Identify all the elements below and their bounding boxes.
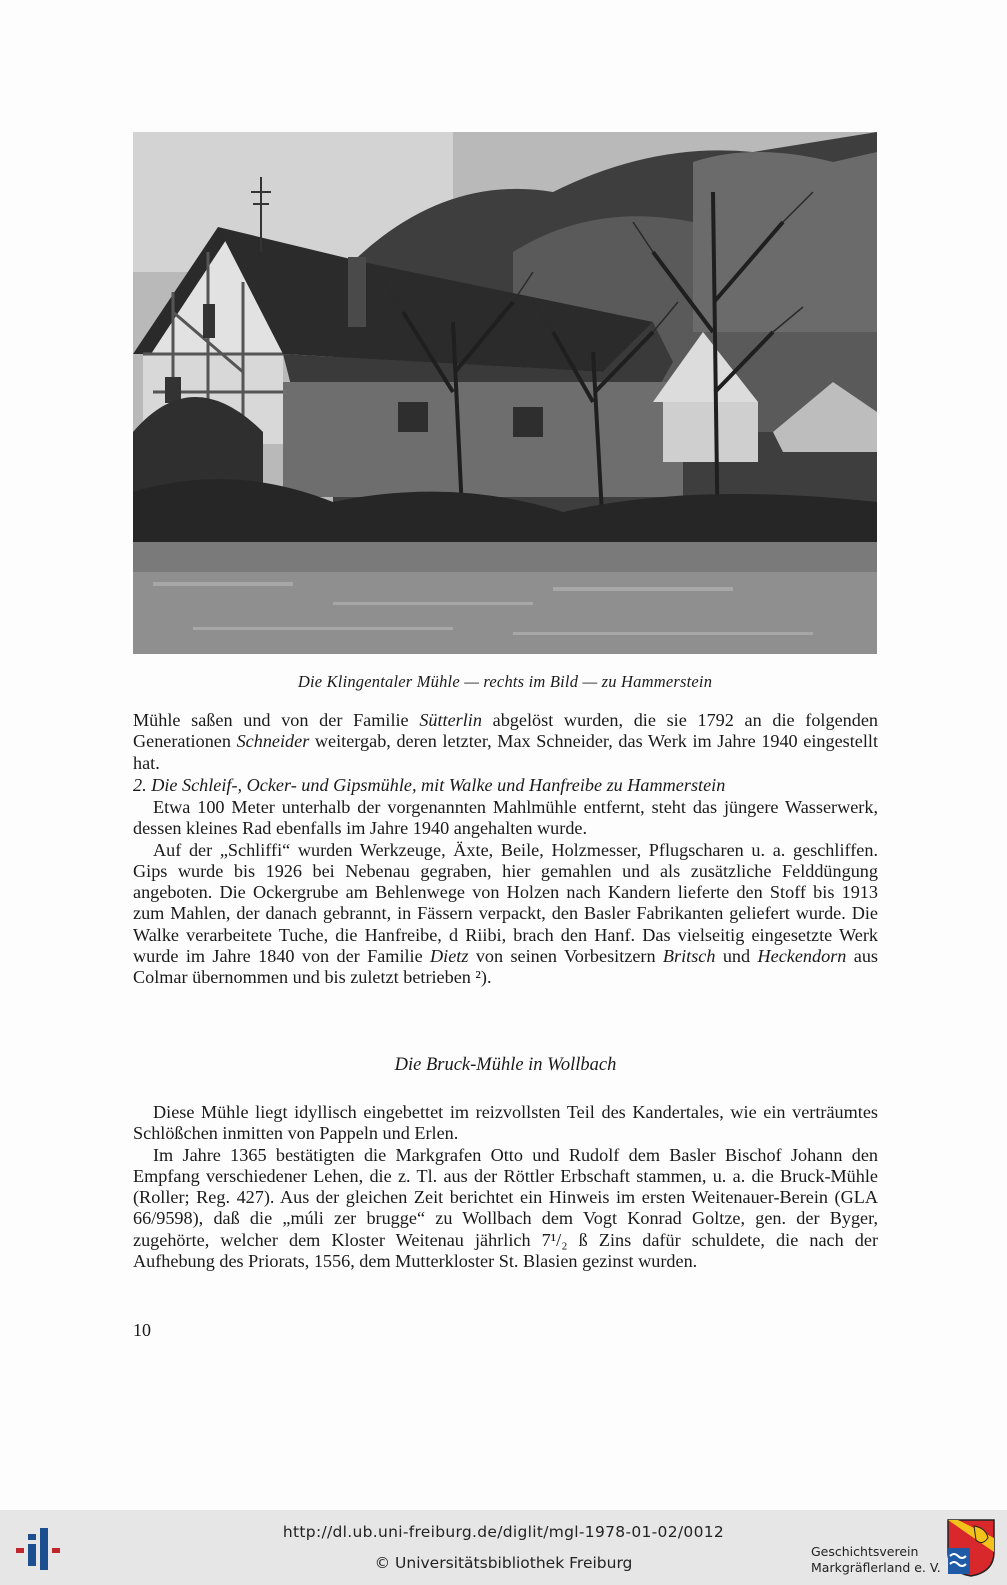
name-schneider: Schneider bbox=[236, 731, 310, 752]
page-number: 10 bbox=[133, 1320, 151, 1340]
document-url[interactable]: http://dl.ub.uni-freiburg.de/diglit/mgl-1978-01-02/0012 bbox=[282, 1523, 725, 1541]
body-text-schleifmuehle bbox=[133, 797, 878, 989]
text-run: weitergab, deren letzter, Max Schneider, das Werk im Jahre 1940 eingestellt hat. bbox=[133, 731, 878, 773]
text-run: aus Colmar übernommen und bis zuletzt betrieben ²). bbox=[133, 946, 878, 988]
paragraph-wasserwerk: Etwa 100 Meter unterhalb der vorgenannten Mahlmühle entfernt, steht das jüngere Wasserwerk, dessen kleines Rad ebenfalls im Jahre 1940 angehalten wurde. bbox=[133, 797, 878, 839]
paragraph-schliffi bbox=[133, 840, 878, 989]
paragraph-idyllisch: Diese Mühle liegt idyllisch eingebettet im reizvollsten Teil des Kandertales, wie ein verträumtes Schlößchen inmitten von Pappeln und Erlen. bbox=[133, 1102, 878, 1144]
photo-caption: Die Klingentaler Mühle — rechts im Bild — zu Hammerstein bbox=[297, 672, 713, 691]
text-run: Mühle saßen und von der Familie bbox=[133, 710, 420, 730]
text-run: von seinen Vorbesitzern bbox=[468, 946, 663, 967]
society-name bbox=[811, 1544, 941, 1576]
copyright-notice: © Universitätsbibliothek Freiburg bbox=[374, 1554, 633, 1572]
text-run: Auf der „Schliffi“ wurden Werkzeuge, Äxte, Beile, Holzmesser, Pflugscharen u. a. geschliffen. Gips wurde bis 1926 bei Nebenau gegraben, hier gemahlen und als zusätzliche Felddüngung angeboten. Die Ockergrube am Behlenwege von Holzen nach Kandern lieferte den Stoff bis 1913 zum Mahlen, der danach gebrannt, in Fässern verpackt, den Basler Fabrikanten geliefert wurde. Die Walke verarbeitete Tuche, die Hanfreibe, d Riibi, brach den Hanf. Das vielseitig eingesetzte Werk wurde im Jahre 1840 von der Familie bbox=[133, 839, 878, 967]
photo-illustration bbox=[133, 132, 877, 654]
section-heading-bruckmuehle: Die Bruck-Mühle in Wollbach bbox=[394, 1055, 617, 1075]
name-britsch: Britsch bbox=[662, 946, 716, 967]
name-sutterlin: Sütterlin bbox=[419, 710, 482, 730]
name-dietz: Dietz bbox=[430, 946, 469, 967]
footer-bar bbox=[0, 1510, 1007, 1585]
name-heckendorn: Heckendorn bbox=[757, 946, 847, 967]
text-run: abgelöst wurden, die sie 1792 an die folgenden Generationen bbox=[133, 710, 878, 752]
photograph-mill bbox=[133, 132, 877, 654]
society-line-2: Markgräflerland e. V. bbox=[811, 1560, 941, 1575]
society-line-1: Geschichtsverein bbox=[811, 1544, 919, 1559]
coat-of-arms-icon bbox=[946, 1518, 996, 1578]
section-heading-schleifmuehle: 2. Die Schleif-, Ocker- und Gipsmühle, mit Walke und Hanfreibe zu Hammerstein bbox=[133, 775, 726, 795]
paragraph-sutterlin bbox=[133, 710, 878, 774]
body-text-bruckmuehle bbox=[133, 1102, 878, 1272]
paragraph-history-1365: Im Jahre 1365 bestätigten die Markgrafen Otto und Rudolf dem Basler Bischof Johann den Empfang verschiedener Lehen, die z. Tl. aus der Röttler Erbschaft stammen, u. a. die Bruck-Mühle (Roller; Reg. 427). Aus der gleichen Zeit berichtet ein Hinweis im ersten Weitenauer-Berein (GLA 66/9598), daß die „múli zer brugge“ zu Wollbach dem Vogt Konrad Goltze, gen. der Byger, zugehörte, welcher dem Kloster Weitenau jährlich 7¹/₂ ß Zins dafür schuldete, die nach der Aufhebung des Priorats, 1556, dem Mutterkloster St. Blasien gezinst wurden. bbox=[133, 1144, 878, 1272]
text-run: und bbox=[715, 946, 758, 967]
